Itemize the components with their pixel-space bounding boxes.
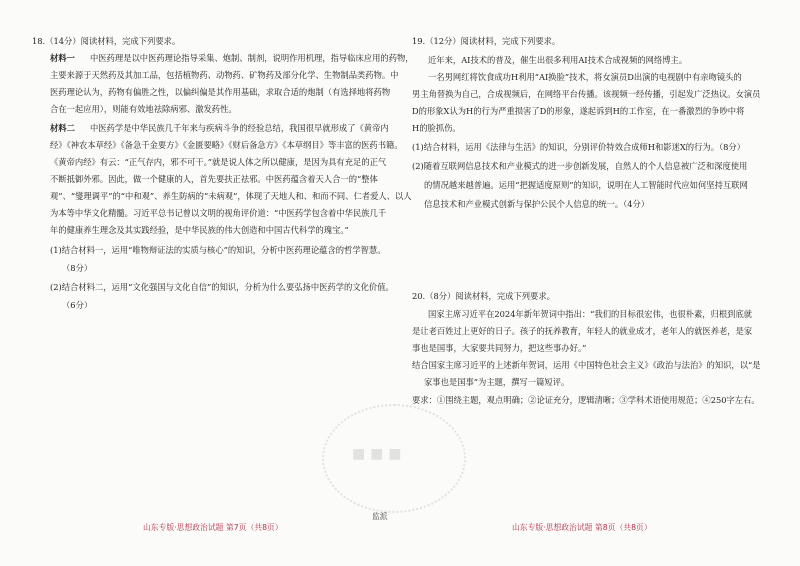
- q19-line: 一名男网红将饮食成功H利用“AI换脸”技术，将女演员D出演的电视剧中有亲吻镜头的: [428, 72, 742, 82]
- right-page-footer: 山东专版·思想政治试题 第8页（共8页）: [512, 523, 652, 532]
- q18-material2-label: 材料二: [50, 123, 75, 133]
- q20-line: 家事也是国事”为主题，撰写一篇短评。: [424, 377, 570, 387]
- q18-material2-line: 年的健康养生理念及其实践经验，是中华民族的伟大创造和中国古代科学的瑰宝。”: [50, 225, 349, 235]
- q19-sub2-line: (2)随着互联网信息技术和产业模式的进一步创新发展，自然人的个人信息被广泛和深度使用: [412, 161, 748, 171]
- q18-material1-label: 材料一: [50, 53, 75, 63]
- q19-line: 男主角替换为自己，合成视频后，在网络平台传播。该视频一经传播，引起发广泛热议。女演员: [412, 89, 761, 99]
- q19-line: D的形象X认为H的行为严重损害了D的形象，遂起诉到H的工作室，在一番激烈的争吵中将: [412, 106, 745, 116]
- q19-line: 近年来，AI技术的普及，催生出很多利用AI技术合成视频的网络博主。: [428, 55, 688, 65]
- q18-material1-line: 主要来源于天然药及其加工品，包括植物药、动物药、矿物药及部分化学、生物制品类药物。中: [50, 70, 399, 80]
- q18-sub1: (1)结合材料一，运用“唯物辩证法的实质与核心”的知识，分析中医药理论蕴含的哲学智慧。: [50, 245, 386, 255]
- q20-line: 事也是国事，大家要共同努力，把这些事办好。”: [412, 343, 587, 353]
- right-page: [400, 0, 800, 566]
- q18-material1-line: 合在一起应用），则能有效地祛除病邪、激发药性。: [50, 104, 237, 114]
- q18-material2-line: 不断抵御外邪。因此，做一个健康的人，首先要扶正祛邪。中医药蕴含着天人合一的“整体: [50, 174, 378, 184]
- q18-material2-line: 经》《神农本草经》《备急千金要方》《金匮要略》《财后备急方》《本草纲目》等丰富的医药书籍。: [50, 140, 403, 150]
- faded-stamp-mark: ■ ■ ■: [352, 446, 402, 462]
- q19-sub2-line: 信息技术和产业模式创新与保护公民个人信息的统一。（4分）: [424, 199, 650, 209]
- q20-requirements: 要求：①围绕主题，观点明确；②论证充分，逻辑清晰；③学科术语使用规范；④250字左右。: [412, 395, 760, 405]
- gutter-mark: 监派: [372, 512, 388, 521]
- q18-heading: 18.（14分）阅读材料，完成下列要求。: [32, 36, 181, 46]
- q18-material2-line: 中医药学是中华民族几千年来与疾病斗争的经验总结，我国很早就形成了《黄帝内: [90, 123, 389, 133]
- q18-sub2: (2)结合材料二，运用“文化强国与文化自信”的知识，分析为什么要弘扬中医药学的文化价值。: [50, 282, 394, 292]
- q19-sub1: (1)结合材料，运用《法律与生活》的知识，分别评价特效合成师H和影迷X的行为。（8分）: [412, 142, 746, 152]
- q20-line: 国家主席习近平在2024年新年贺词中指出：“我们的目标很宏伟，也很朴素，归根到底就: [428, 309, 753, 319]
- q18-material2-line: 为本等中华文化精髓。习近平总书记曾以文明的视角评价道：“中医药学包含着中华民族几千: [50, 208, 387, 218]
- q18-material1-line: 医药理论认为，药物有偏胜之性，以偏纠偏是其作用基础，求取合适的炮制（有选择地将药物: [50, 87, 391, 97]
- q20-heading: 20.（8分）阅读材料，完成下列要求。: [412, 291, 555, 301]
- q20-line: 是让老百姓过上更好的日子。孩子的抚养教育，年轻人的就业成才，老年人的就医养老，是家: [412, 326, 753, 336]
- q18-material1-line: 中医药理是以中医药理论指导采集、炮制、制剂，说明作用机理，指导临床应用的药物，: [90, 53, 414, 63]
- q19-sub2-line: 的情况越来越普遍。运用“把握适度原则”的知识，说明在人工智能时代应如何坚持互联网: [424, 180, 748, 190]
- q18-sub1-score: （8分）: [62, 263, 93, 273]
- q18-material2-line: 观”、“燮理调平”的“中和观”、养生防病的“未病观”，体现了天地人和、和而不同、仁者爱人、以人: [50, 191, 412, 201]
- q18-material2-line: 《黄帝内经》有云：“正气存内，邪不可干。”就是说人体之所以健康，是因为具有充足的正气: [50, 157, 387, 167]
- q19-line: H的脸抓伤。: [412, 123, 461, 133]
- left-page-footer: 山东专版·思想政治试题 第7页（共8页）: [143, 523, 283, 532]
- q18-sub2-score: （6分）: [62, 300, 93, 310]
- q20-line: 结合国家主席习近平的上述新年贺词，运用《中国特色社会主义》《政治与法治》的知识，以“是: [412, 360, 761, 370]
- q19-heading: 19.（12分）阅读材料，完成下列要求。: [412, 36, 561, 46]
